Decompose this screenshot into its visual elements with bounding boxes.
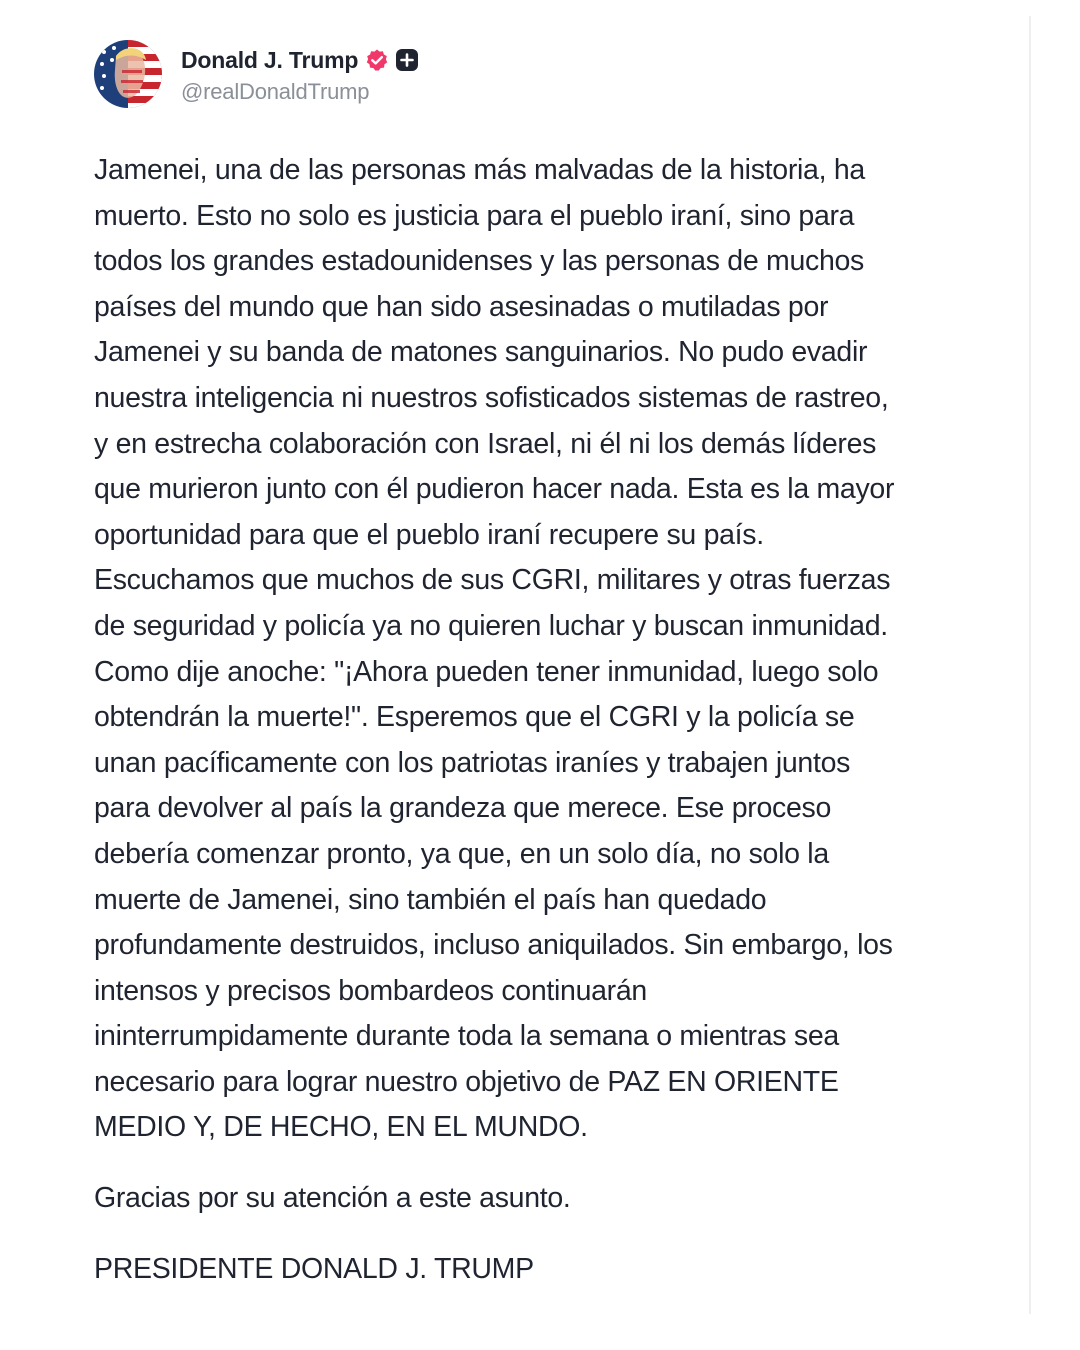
post-body: [94, 148, 1014, 1292]
column-divider: [1029, 16, 1031, 1314]
post-paragraph-thanks: Gracias por su atención a este asunto.: [94, 1182, 571, 1215]
post-paragraph-main: Jamenei, una de las personas más malvadas de la historia, ha muerto. Esto no solo es justicia para el pueblo iraní, sino para todos los grandes estadounidenses y las personas de muchos países del mundo que han sido asesinadas o mutiladas por Jamenei y su banda de matones sanguinarios. No pudo evadir nuestra inteligencia ni nuestros sofisticados sistemas de rastreo, y en estrecha colaboración con Israel, ni él ni los demás líderes que murieron junto con él pudieron hacer nada. Esta es la mayor oportunidad para que el pueblo iraní recupere su país. Escuchamos que muchos de sus CGRI, militares y otras fuerzas de seguridad y policía ya no quieren luchar y buscan inmunidad. Como dije anoche: "¡Ahora pueden tener inmunidad, luego solo obtendrán la muerte!". Esperemos que el CGRI y la policía se unan pacíficamente con los patriotas iraníes y trabajen juntos para devolver al país la grandeza que merece. Ese proceso debería comenzar pronto, ya que, en un solo día, no solo la muerte de Jamenei, sino también el país han quedado profundamente destruidos, incluso aniquilados. Sin embargo, los intensos y precisos bombardeos continuarán ininterrumpidamente durante toda la semana o mientras sea necesario para lograr nuestro objetivo de PAZ EN ORIENTE MEDIO Y, DE HECHO, EN EL MUNDO.: [94, 154, 895, 1144]
plus-badge-icon: [395, 48, 419, 72]
author-display-name[interactable]: Donald J. Trump: [181, 46, 359, 73]
author-handle[interactable]: @realDonaldTrump: [181, 79, 370, 104]
author-identity: [181, 43, 419, 105]
post-header: [94, 39, 419, 109]
verified-badge-icon: [365, 48, 389, 72]
name-row: [181, 43, 419, 77]
avatar[interactable]: [94, 40, 162, 108]
post-signature: PRESIDENTE DONALD J. TRUMP: [94, 1252, 534, 1285]
flag-portrait-avatar-icon: [94, 40, 162, 108]
